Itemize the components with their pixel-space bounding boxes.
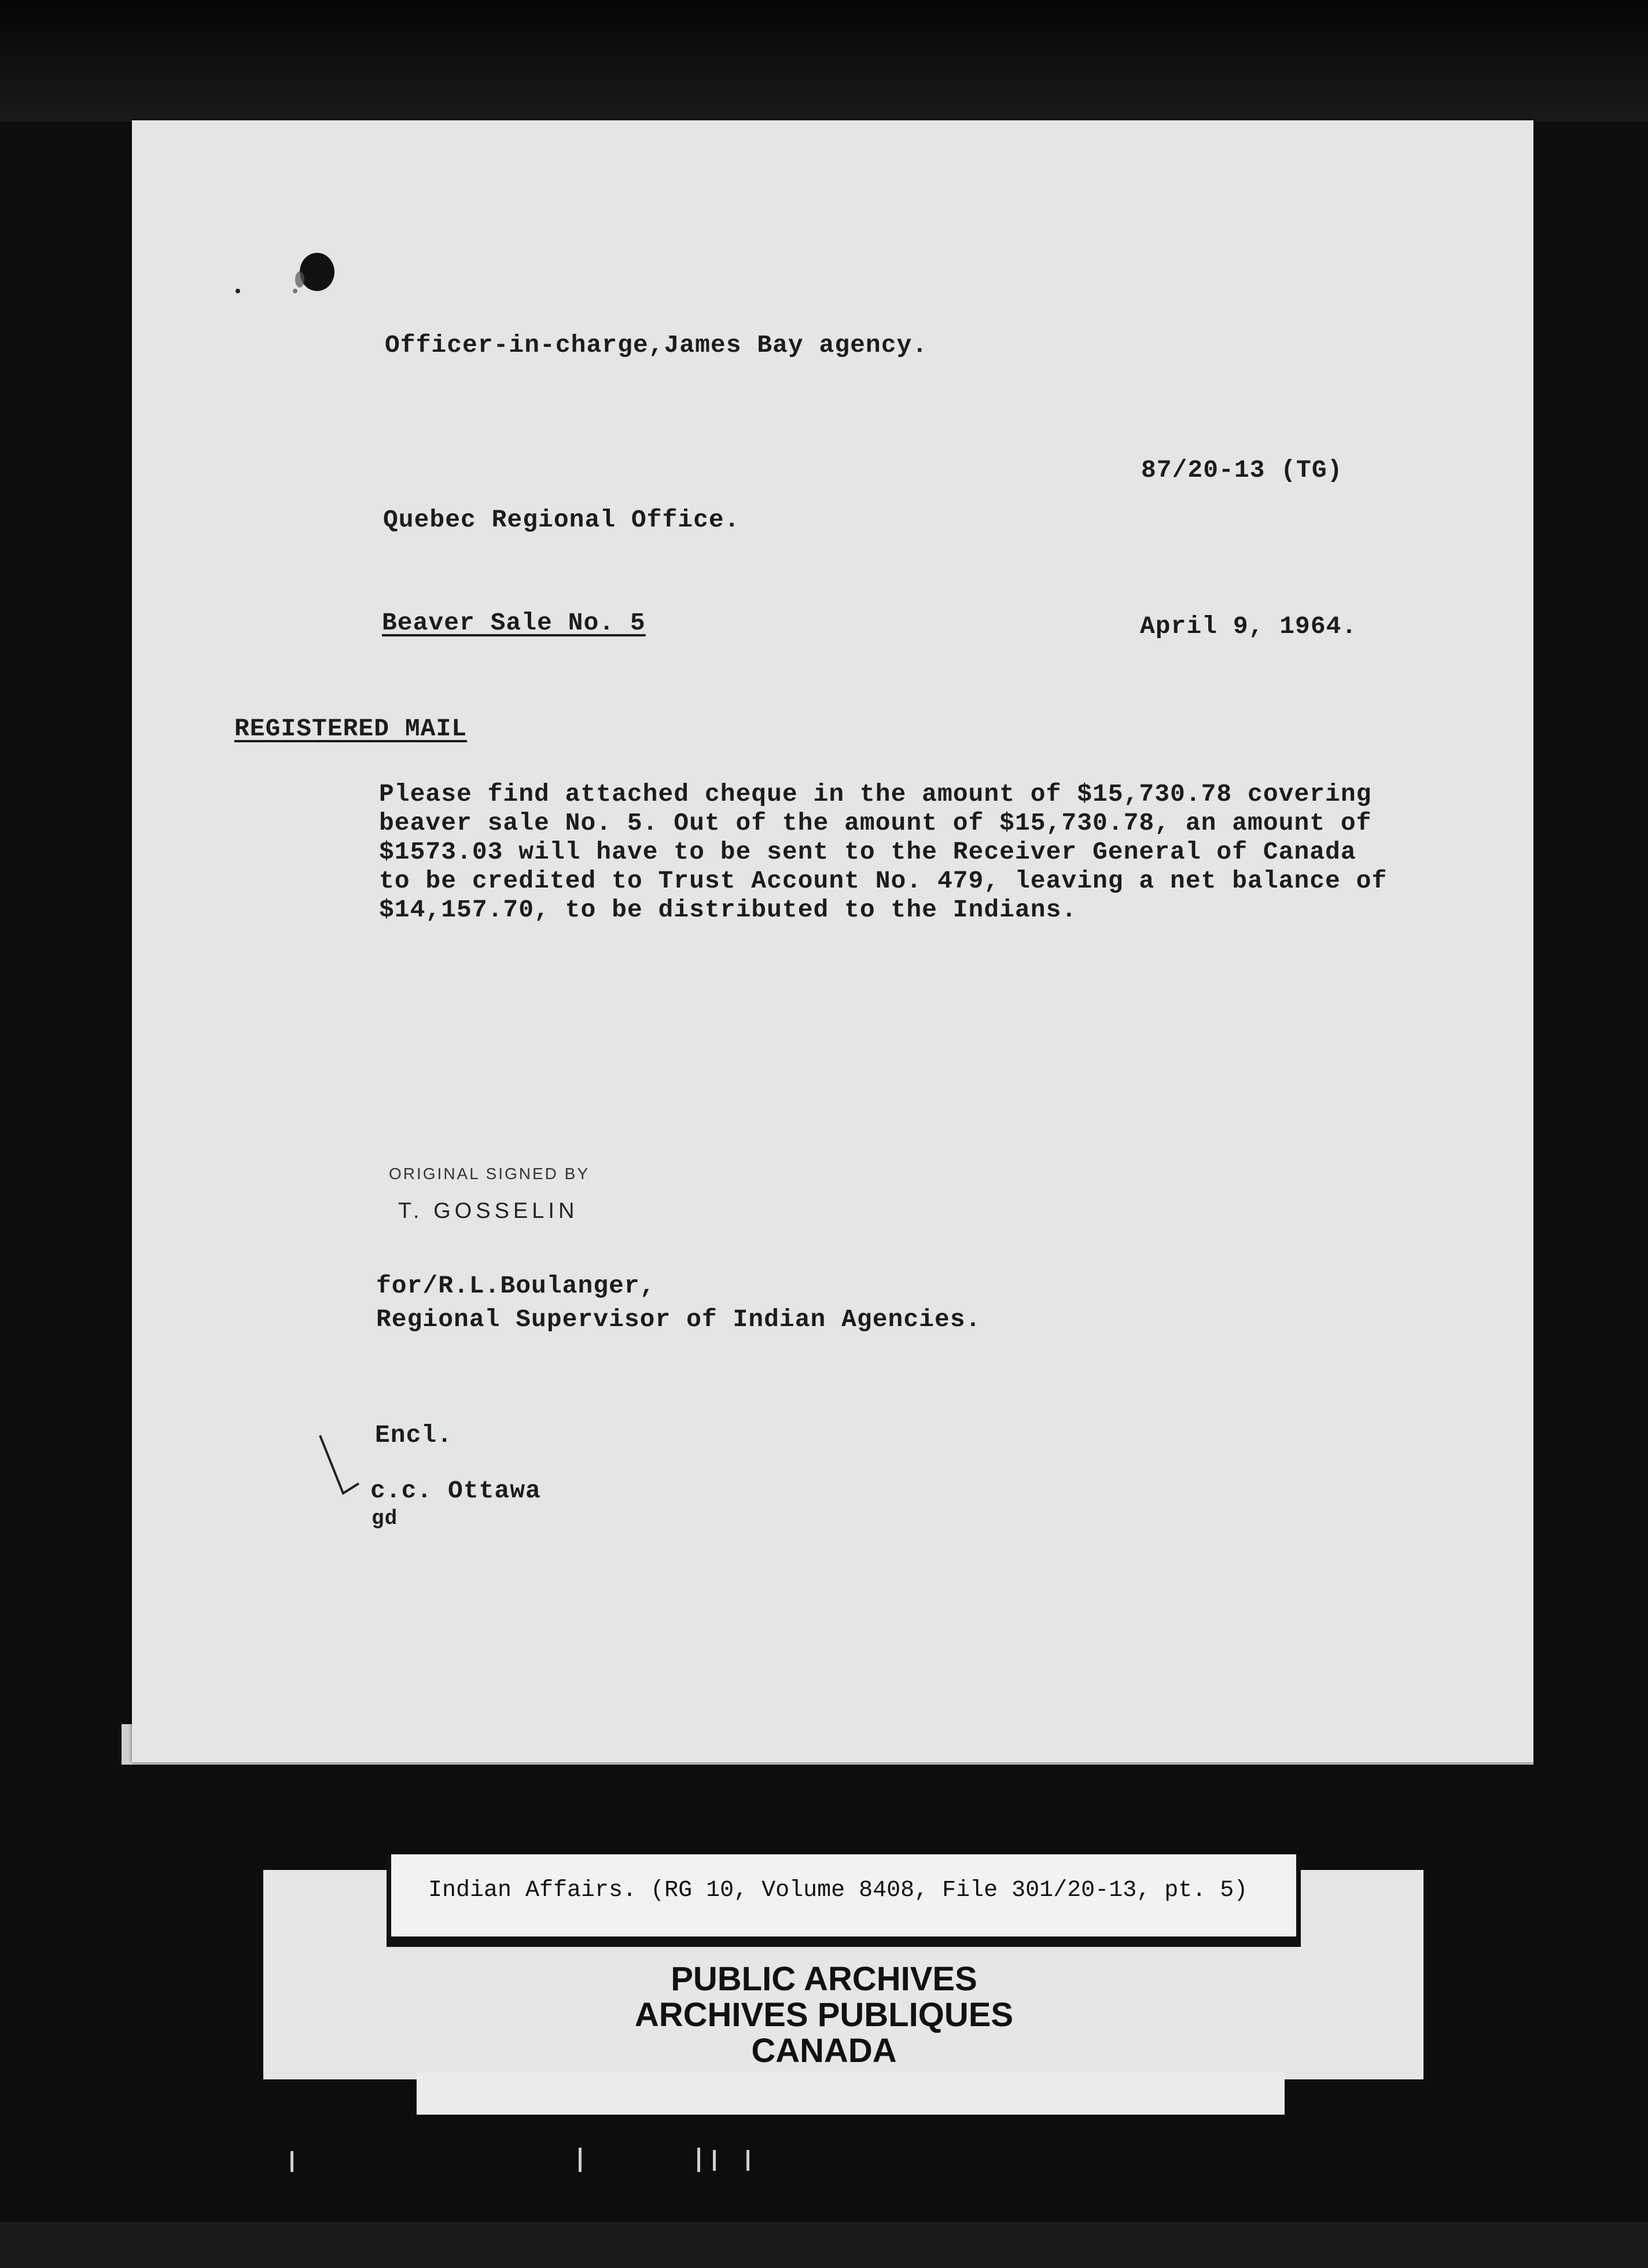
archives-line-1: PUBLIC ARCHIVES <box>671 1960 977 1998</box>
typist-initials: gd <box>371 1507 398 1530</box>
subject-line: Beaver Sale No. 5 <box>382 609 646 637</box>
sender-office: Quebec Regional Office. <box>383 506 740 534</box>
check-mark-icon <box>317 1433 363 1502</box>
signature-line-2: Regional Supervisor of Indian Agencies. <box>376 1305 981 1334</box>
letter-body <box>379 780 1387 925</box>
body-line: to be credited to Trust Account No. 479, leaving a net balance of <box>379 867 1388 895</box>
film-scratch <box>746 2150 749 2171</box>
archives-line-2: ARCHIVES PUBLIQUES <box>634 1996 1014 2034</box>
archives-stamp <box>0 1961 1648 2069</box>
archive-reference: Indian Affairs. (RG 10, Volume 8408, File 301/20-13, pt. 5) <box>428 1877 1248 1904</box>
addressee: Officer-in-charge,James Bay agency. <box>385 331 928 359</box>
archive-card-strip <box>417 2071 1285 2115</box>
archives-line-3: CANADA <box>751 2032 897 2070</box>
body-line: beaver sale No. 5. Out of the amount of $15,730.78, an amount of <box>379 809 1372 837</box>
signature-line-1: for/R.L.Boulanger, <box>376 1272 656 1300</box>
signature-stamp-name: T. GOSSELIN <box>398 1199 579 1223</box>
ink-blot-mark <box>288 246 338 298</box>
body-line: $14,157.70, to be distributed to the Indians. <box>379 896 1077 924</box>
body-line: $1573.03 will have to be sent to the Receiver General of Canada <box>379 838 1356 866</box>
letter-date: April 9, 1964. <box>1140 612 1358 640</box>
ink-dot <box>234 288 241 294</box>
registered-mail-heading: REGISTERED MAIL <box>234 715 468 743</box>
film-scratch <box>579 2148 582 2172</box>
body-line: Please find attached cheque in the amount of $15,730.78 covering <box>379 780 1372 808</box>
document-page <box>132 120 1533 1762</box>
film-scratch <box>713 2150 716 2171</box>
carbon-copy: c.c. Ottawa <box>370 1477 541 1505</box>
signature-stamp-caption: ORIGINAL SIGNED BY <box>389 1165 590 1183</box>
bleed-through-1 <box>354 353 370 382</box>
microfilm-frame-bottom <box>0 2222 1648 2268</box>
enclosure-note: Encl. <box>375 1421 453 1449</box>
film-scratch <box>697 2148 700 2172</box>
file-reference: 87/20-13 (TG) <box>1141 456 1343 484</box>
film-scratch <box>290 2151 293 2172</box>
microfilm-frame-top <box>0 0 1648 122</box>
